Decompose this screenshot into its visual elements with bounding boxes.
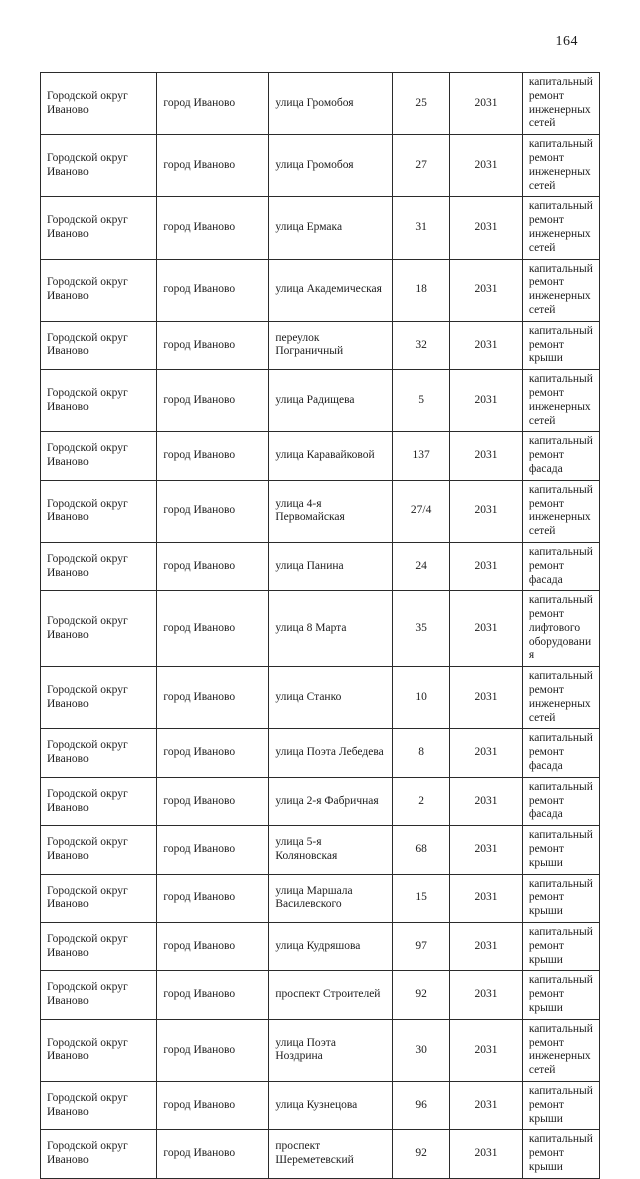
cell-city: город Иваново [157,777,269,825]
cell-house-number: 35 [393,591,450,667]
cell-city: город Иваново [157,321,269,369]
cell-street: проспект Строителей [269,971,393,1019]
cell-house-number: 15 [393,874,450,922]
cell-street: улица Академическая [269,259,393,321]
table-row [41,1082,600,1130]
cell-repair-type: капитальный ремонт инженерных сетей [522,135,599,197]
table-row [41,591,600,667]
cell-year: 2031 [450,874,523,922]
cell-year: 2031 [450,777,523,825]
cell-district: Городской округ Иваново [41,73,157,135]
cell-house-number: 2 [393,777,450,825]
table-row [41,259,600,321]
cell-repair-type: капитальный ремонт крыши [522,874,599,922]
cell-street: улица Громобоя [269,73,393,135]
table-row [41,480,600,542]
table-row [41,971,600,1019]
cell-repair-type: капитальный ремонт крыши [522,826,599,874]
cell-district: Городской округ Иваново [41,321,157,369]
cell-city: город Иваново [157,73,269,135]
cell-house-number: 10 [393,667,450,729]
table-row [41,1130,600,1178]
cell-repair-type: капитальный ремонт фасада [522,729,599,777]
cell-district: Городской округ Иваново [41,777,157,825]
cell-city: город Иваново [157,1130,269,1178]
table-row [41,826,600,874]
cell-city: город Иваново [157,591,269,667]
cell-house-number: 92 [393,1130,450,1178]
table-row [41,197,600,259]
table-row [41,667,600,729]
cell-district: Городской округ Иваново [41,370,157,432]
cell-street: улица Громобоя [269,135,393,197]
cell-year: 2031 [450,729,523,777]
cell-repair-type: капитальный ремонт фасада [522,432,599,480]
cell-street: улица 2-я Фабричная [269,777,393,825]
cell-street: улица Радищева [269,370,393,432]
cell-district: Городской округ Иваново [41,1082,157,1130]
cell-repair-type: капитальный ремонт фасада [522,542,599,590]
cell-year: 2031 [450,923,523,971]
cell-city: город Иваново [157,1082,269,1130]
cell-repair-type: капитальный ремонт фасада [522,777,599,825]
cell-house-number: 18 [393,259,450,321]
cell-house-number: 27/4 [393,480,450,542]
cell-district: Городской округ Иваново [41,874,157,922]
table-row [41,73,600,135]
cell-house-number: 68 [393,826,450,874]
cell-district: Городской округ Иваново [41,971,157,1019]
cell-repair-type: капитальный ремонт крыши [522,1082,599,1130]
cell-street: проспект Шереметевский [269,1130,393,1178]
cell-year: 2031 [450,1082,523,1130]
repairs-table [40,72,600,1179]
table-row [41,874,600,922]
cell-city: город Иваново [157,370,269,432]
cell-year: 2031 [450,480,523,542]
cell-district: Городской округ Иваново [41,542,157,590]
cell-street: улица Станко [269,667,393,729]
cell-city: город Иваново [157,259,269,321]
cell-repair-type: капитальный ремонт инженерных сетей [522,480,599,542]
cell-city: город Иваново [157,971,269,1019]
cell-house-number: 25 [393,73,450,135]
cell-district: Городской округ Иваново [41,135,157,197]
cell-city: город Иваново [157,667,269,729]
cell-year: 2031 [450,73,523,135]
cell-city: город Иваново [157,826,269,874]
table-row [41,1019,600,1081]
cell-district: Городской округ Иваново [41,432,157,480]
table-row [41,542,600,590]
cell-street: улица Поэта Ноздрина [269,1019,393,1081]
cell-repair-type: капитальный ремонт крыши [522,1130,599,1178]
cell-district: Городской округ Иваново [41,1130,157,1178]
cell-city: город Иваново [157,135,269,197]
cell-year: 2031 [450,667,523,729]
repairs-table-body [41,73,600,1179]
cell-house-number: 92 [393,971,450,1019]
cell-district: Городской округ Иваново [41,259,157,321]
cell-city: город Иваново [157,197,269,259]
cell-street: улица Кузнецова [269,1082,393,1130]
cell-repair-type: капитальный ремонт крыши [522,971,599,1019]
cell-city: город Иваново [157,432,269,480]
cell-street: улица 4-я Первомайская [269,480,393,542]
cell-year: 2031 [450,370,523,432]
cell-repair-type: капитальный ремонт крыши [522,321,599,369]
cell-city: город Иваново [157,923,269,971]
cell-repair-type: капитальный ремонт инженерных сетей [522,197,599,259]
cell-year: 2031 [450,1130,523,1178]
cell-repair-type: капитальный ремонт крыши [522,923,599,971]
cell-house-number: 27 [393,135,450,197]
cell-year: 2031 [450,1019,523,1081]
cell-year: 2031 [450,197,523,259]
table-row [41,432,600,480]
table-row [41,729,600,777]
cell-street: улица Панина [269,542,393,590]
cell-house-number: 5 [393,370,450,432]
cell-district: Городской округ Иваново [41,923,157,971]
cell-street: улица Поэта Лебедева [269,729,393,777]
table-row [41,777,600,825]
table-row [41,370,600,432]
cell-house-number: 137 [393,432,450,480]
cell-repair-type: капитальный ремонт инженерных сетей [522,667,599,729]
cell-year: 2031 [450,591,523,667]
cell-house-number: 97 [393,923,450,971]
cell-house-number: 32 [393,321,450,369]
cell-city: город Иваново [157,1019,269,1081]
cell-district: Городской округ Иваново [41,826,157,874]
table-row [41,923,600,971]
table-row [41,321,600,369]
cell-repair-type: капитальный ремонт инженерных сетей [522,1019,599,1081]
cell-repair-type: капитальный ремонт лифтового оборудования [522,591,599,667]
cell-repair-type: капитальный ремонт инженерных сетей [522,370,599,432]
table-row [41,135,600,197]
cell-street: улица Маршала Василевского [269,874,393,922]
cell-repair-type: капитальный ремонт инженерных сетей [522,73,599,135]
cell-street: улица Ермака [269,197,393,259]
cell-district: Городской округ Иваново [41,197,157,259]
repairs-table-container [40,72,600,1179]
cell-district: Городской округ Иваново [41,591,157,667]
cell-district: Городской округ Иваново [41,1019,157,1081]
cell-year: 2031 [450,135,523,197]
cell-house-number: 96 [393,1082,450,1130]
cell-year: 2031 [450,542,523,590]
cell-house-number: 31 [393,197,450,259]
cell-city: город Иваново [157,480,269,542]
cell-house-number: 30 [393,1019,450,1081]
cell-year: 2031 [450,971,523,1019]
cell-street: переулок Пограничный [269,321,393,369]
cell-year: 2031 [450,432,523,480]
cell-district: Городской округ Иваново [41,480,157,542]
cell-district: Городской округ Иваново [41,729,157,777]
cell-city: город Иваново [157,729,269,777]
cell-year: 2031 [450,826,523,874]
cell-city: город Иваново [157,542,269,590]
cell-house-number: 8 [393,729,450,777]
cell-year: 2031 [450,321,523,369]
cell-street: улица Кудряшова [269,923,393,971]
cell-year: 2031 [450,259,523,321]
page-number: 164 [555,34,578,49]
cell-repair-type: капитальный ремонт инженерных сетей [522,259,599,321]
cell-district: Городской округ Иваново [41,667,157,729]
cell-street: улица Каравайковой [269,432,393,480]
cell-house-number: 24 [393,542,450,590]
cell-city: город Иваново [157,874,269,922]
cell-street: улица 8 Марта [269,591,393,667]
cell-street: улица 5-я Коляновская [269,826,393,874]
